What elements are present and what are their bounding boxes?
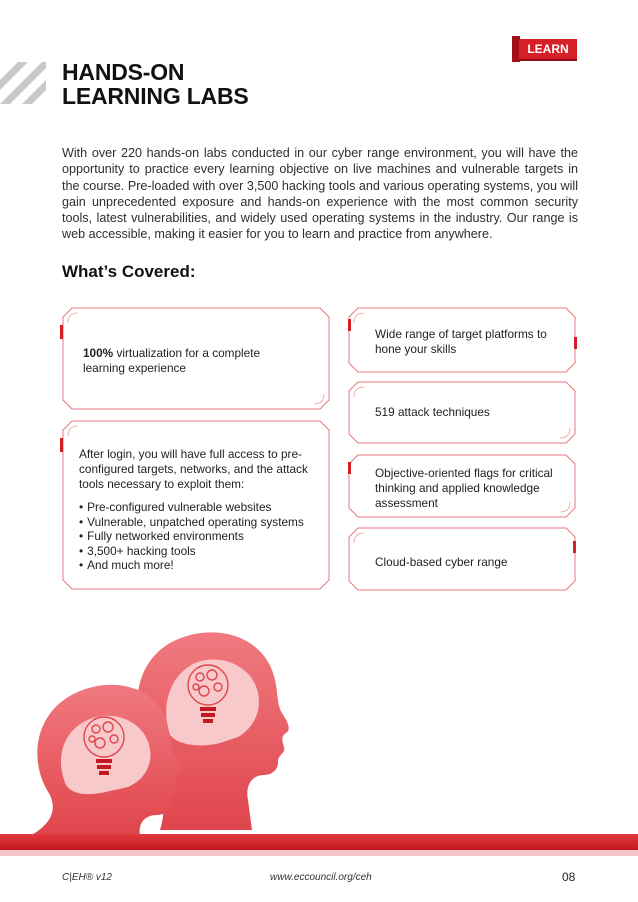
footer-course-name: C|EH® v12 xyxy=(62,872,112,883)
card-full-access xyxy=(62,420,330,590)
card-access-text xyxy=(79,447,319,573)
card-targets-text: Wide range of target platforms to hone your skills xyxy=(375,327,547,356)
list-item: • Vulnerable, unpatched operating systems xyxy=(79,515,319,530)
footer-band-light xyxy=(0,850,638,856)
page-number: 08 xyxy=(562,870,576,884)
heading-stripes-decoration xyxy=(0,62,46,104)
access-description: After login, you will have full access to pre-configured targets, networks, and the attack tools necessary to exploit them: xyxy=(79,447,308,491)
learn-badge xyxy=(512,34,580,64)
list-item: • Pre-configured vulnerable websites xyxy=(79,500,319,515)
badge-label: LEARN xyxy=(519,39,577,59)
card-objective-flags xyxy=(348,454,576,518)
footer-url-link[interactable]: www.eccouncil.org/ceh xyxy=(270,872,372,883)
list-item: • 3,500+ hacking tools xyxy=(79,544,319,559)
card-target-platforms xyxy=(348,307,576,373)
card-cloud-range xyxy=(348,527,576,591)
card-virtualization xyxy=(62,307,330,410)
card-attack-techniques xyxy=(348,381,576,444)
footer-band xyxy=(0,834,638,850)
whats-covered-heading: What’s Covered: xyxy=(62,262,196,281)
card-techniques-text: 519 attack techniques xyxy=(375,405,490,419)
page-title xyxy=(62,60,249,108)
intro-paragraph: With over 220 hands-on labs conducted in our cyber range environment, you will have the opportunity to practice every learning objective on live machines and vulnerable targets in the course. Pre-loaded with over 3,500 hacking tools and various operating systems, you will gain unprecedented exposure and hands-on experience with the most common security tools, latest vulnerabilities, and widely used operating systems in the industry. Our range is web accessible, making it easier for you to learn and practice from anywhere. xyxy=(62,146,578,242)
list-item: • Fully networked environments xyxy=(79,529,319,544)
card-flags-text: Objective-oriented flags for critical thinking and applied knowledge assessment xyxy=(375,466,553,510)
heads-lightbulb-illustration xyxy=(20,625,320,840)
list-item: • And much more! xyxy=(79,558,319,573)
title-line-2: LEARNING LABS xyxy=(62,83,249,109)
virtualization-rest: virtualization for a complete learning experience xyxy=(83,346,261,375)
card-virtualization-text xyxy=(83,346,283,376)
virtualization-percent: 100% xyxy=(83,346,114,360)
access-feature-list xyxy=(79,500,319,573)
title-line-1: HANDS-ON xyxy=(62,59,185,85)
card-cloud-text: Cloud-based cyber range xyxy=(375,555,508,569)
